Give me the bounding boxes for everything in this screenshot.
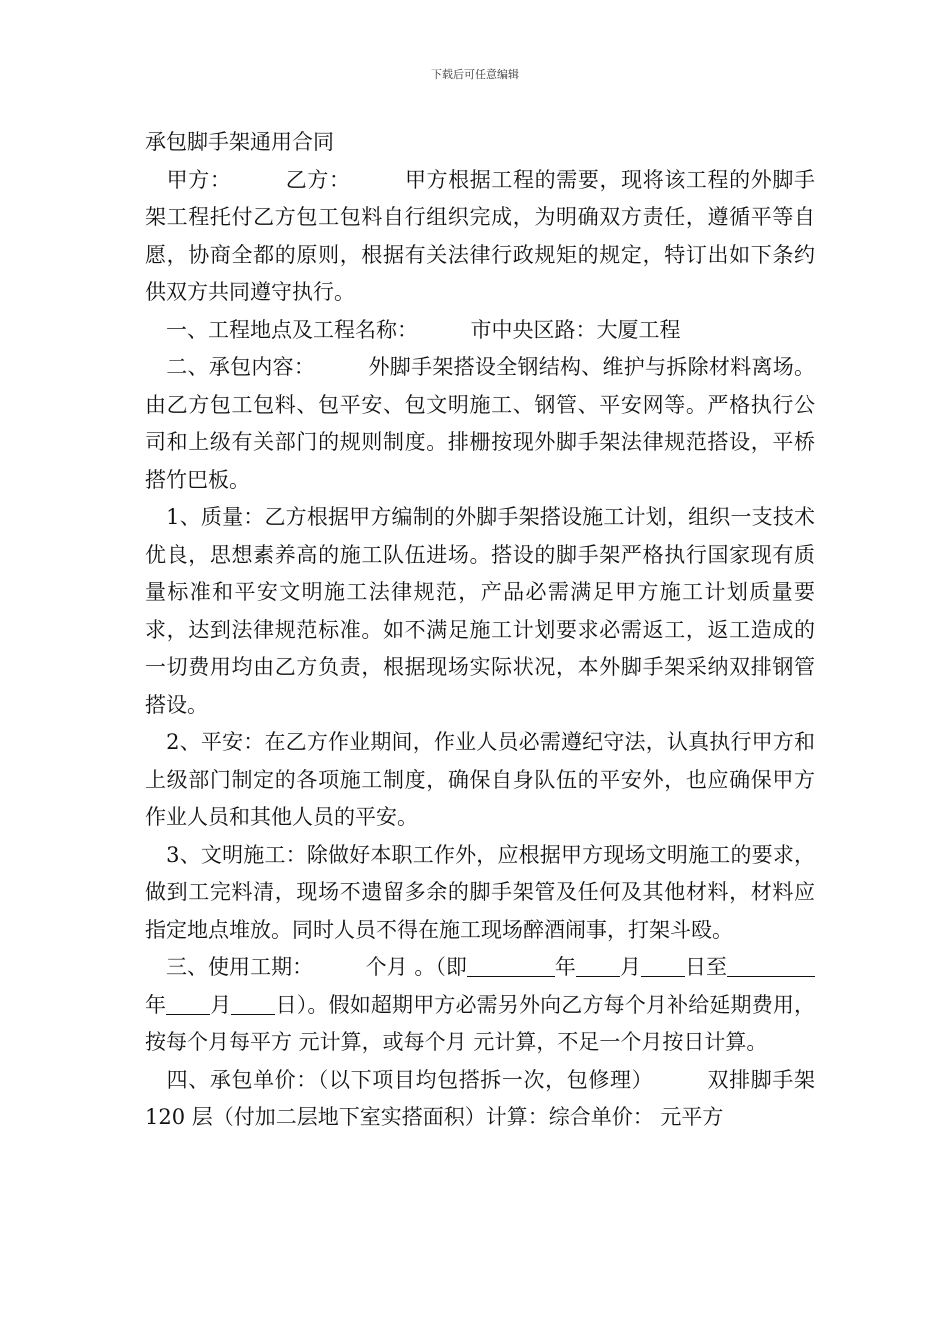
blank-month-end	[166, 992, 210, 1015]
blank-day-end	[231, 992, 275, 1015]
duration-year-1: 年	[554, 955, 576, 979]
document-title: 承包脚手架通用合同	[145, 130, 334, 154]
paragraph-safety: 2、平安：在乙方作业期间，作业人员必需遵纪守法，认真执行甲方和上级部门制定的各项施工制度，确保自身队伍的平安外，也应确保甲方作业人员和其他人员的平安。	[145, 730, 815, 829]
paragraph-civilized-construction: 3、文明施工：除做好本职工作外，应根据甲方现场文明施工的要求，做到工完料清，现场不遗留多余的脚手架管及任何及其他材料，材料应指定地点堆放。同时人员不得在施工现场醉酒闹事，打架斗殴。	[145, 842, 815, 942]
blank-year-start	[467, 954, 555, 977]
paragraph-duration	[145, 949, 815, 1062]
paragraph-contract-scope: 二、承包内容： 外脚手架搭设全钢结构、维护与拆除材料离场。由乙方包工包料、包平安、包文明施工、钢管、平安网等。严格执行公司和上级有关部门的规则制度。排栅按现外脚手架法律规范搭设，平桥搭竹巴板。	[145, 355, 815, 492]
blank-month-start	[576, 954, 620, 977]
duration-day-1: 日至	[684, 955, 728, 979]
duration-month-2: 月	[210, 992, 232, 1017]
duration-year-2: 年	[145, 992, 167, 1017]
paragraph-unit-price: 四、承包单价：（以下项目均包搭拆一次，包修理） 双排脚手架 120 层（付加二层地下室实搭面积）计算：综合单价： 元平方	[145, 1067, 815, 1129]
duration-month-1: 月	[619, 955, 641, 979]
paragraph-project-location: 一、工程地点及工程名称： 市中央区路：大厦工程	[145, 317, 681, 342]
page-header: 下载后可任意编辑	[431, 68, 519, 81]
paragraph-parties: 甲方： 乙方： 甲方根据工程的需要，现将该工程的外脚手架工程托付乙方包工包料自行组织完成，为明确双方责任，遵循平等自愿，协商全都的原则，根据有关法律行政规矩的规定，特订出如下条约供双方共同遵守执行。	[145, 167, 815, 304]
blank-year-end-a	[727, 954, 787, 977]
duration-tail: 日）。假如超期甲方必需另外向乙方每个月补给延期费用，按每个月每平方 元计算，或每个月 元计算，不足一个月按日计算。	[145, 992, 816, 1054]
blank-year-end-b	[787, 954, 815, 977]
duration-lead: 三、使用工期： 个月 。（即	[145, 955, 467, 979]
paragraph-quality: 1、质量：乙方根据甲方编制的外脚手架搭设施工计划，组织一支技术优良，思想素养高的施工队伍进场。搭设的脚手架严格执行国家现有质量标准和平安文明施工法律规范，产品必需满足甲方施工计划质量要求，达到法律规范标准。如不满足施工计划要求必需返工，返工造成的一切费用均由乙方负责，根据现场实际状况，本外脚手架采纳双排钢管搭设。	[145, 505, 815, 717]
blank-day-start	[641, 954, 685, 977]
contract-body	[145, 124, 815, 1137]
